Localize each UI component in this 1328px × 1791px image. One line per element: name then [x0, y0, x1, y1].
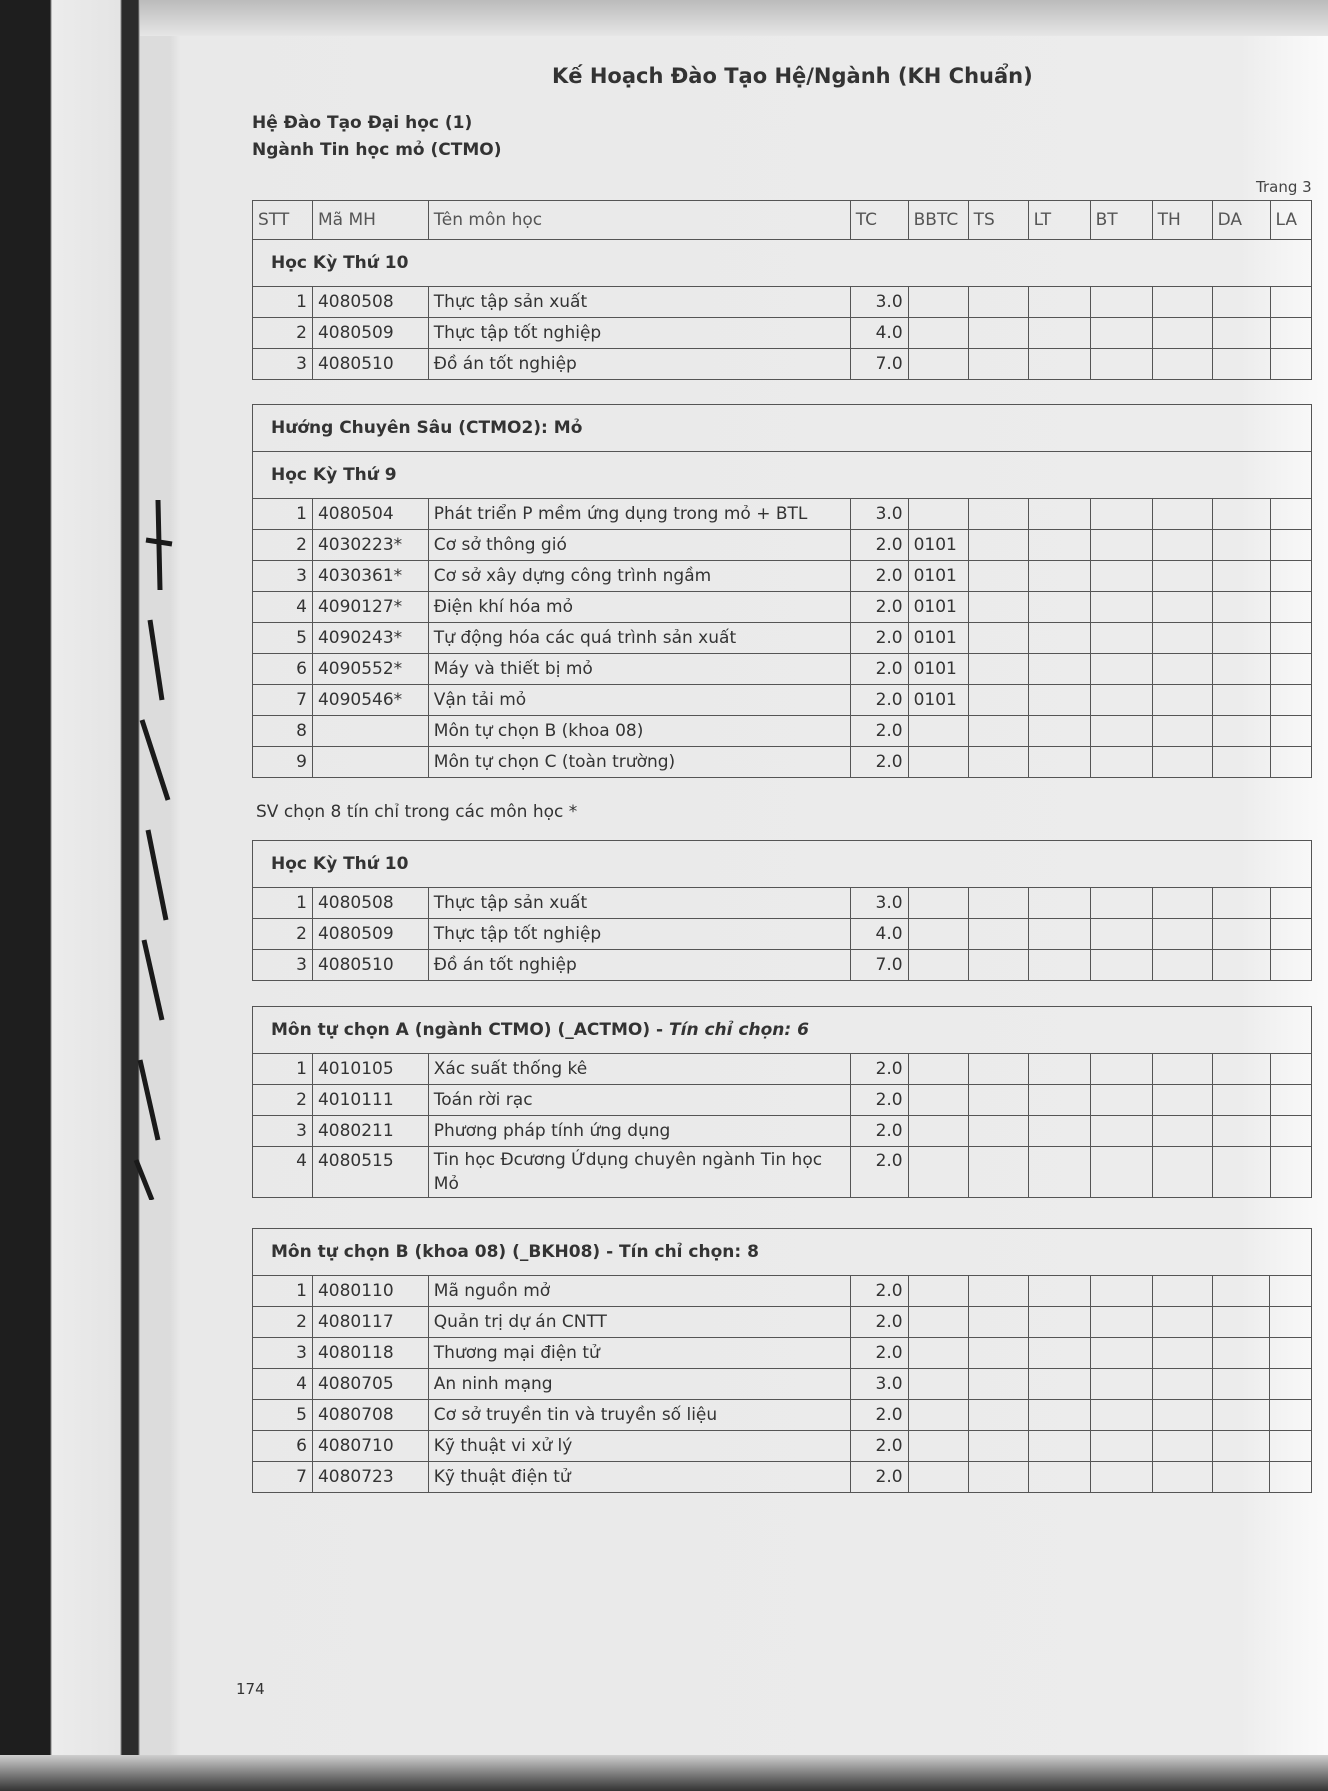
table-row: 3 4080510 Đồ án tốt nghiệp 7.0: [253, 950, 1312, 981]
margin-handwriting: [128, 500, 188, 1200]
table-row: 3 4080211 Phương pháp tính ứng dụng 2.0: [253, 1116, 1312, 1147]
section-title: Học Kỳ Thứ 9: [253, 452, 1312, 499]
header-tc: TC: [850, 201, 908, 240]
section-title: Học Kỳ Thứ 10: [253, 841, 1312, 888]
table-row: 7 4090546* Vận tải mỏ 2.0 0101: [253, 685, 1312, 716]
table-row: 2 4080509 Thực tập tốt nghiệp 4.0: [253, 919, 1312, 950]
table-row: 2 4080117 Quản trị dự án CNTT 2.0: [253, 1307, 1312, 1338]
table-row: 1 4080110 Mã nguồn mở 2.0: [253, 1276, 1312, 1307]
section-title: Học Kỳ Thứ 10: [253, 240, 1312, 287]
table-row: 5 4080708 Cơ sở truyền tin và truyền số liệu 2.0: [253, 1400, 1312, 1431]
document-title: Kế Hoạch Đào Tạo Hệ/Ngành (KH Chuẩn): [552, 64, 1033, 88]
table-row: 2 4010111 Toán rời rạc 2.0: [253, 1085, 1312, 1116]
header-la: LA: [1270, 201, 1311, 240]
table-row: 9 Môn tự chọn C (toàn trường) 2.0: [253, 747, 1312, 778]
table-row: 6 4090552* Máy và thiết bị mỏ 2.0 0101: [253, 654, 1312, 685]
table-row: 2 4030223* Cơ sở thông gió 2.0 0101: [253, 530, 1312, 561]
elective-a-title: Môn tự chọn A (ngành CTMO) (_ACTMO) -: [271, 1020, 670, 1040]
table-row: 1 4080508 Thực tập sản xuất 3.0: [253, 287, 1312, 318]
scan-bottom-shadow: [0, 1755, 1328, 1791]
table-row: 5 4090243* Tự động hóa các quá trình sản xuất 2.0 0101: [253, 623, 1312, 654]
section-title: [253, 1007, 1312, 1054]
table-header-row: [253, 201, 1312, 240]
header-ma-mh: Mã MH: [312, 201, 428, 240]
header-lt: LT: [1028, 201, 1090, 240]
table-row: 7 4080723 Kỹ thuật điện tử 2.0: [253, 1462, 1312, 1493]
table-row: 1 4080504 Phát triển P mềm ứng dụng trong mỏ + BTL 3.0: [253, 499, 1312, 530]
table-row: 8 Môn tự chọn B (khoa 08) 2.0: [253, 716, 1312, 747]
curriculum-table-3: [252, 840, 1312, 981]
table-row: 3 4080510 Đồ án tốt nghiệp 7.0: [253, 349, 1312, 380]
table-row: 4 4080705 An ninh mạng 3.0: [253, 1369, 1312, 1400]
selection-note: SV chọn 8 tín chỉ trong các môn học *: [256, 802, 578, 822]
major-name: Ngành Tin học mỏ (CTMO): [252, 140, 502, 160]
curriculum-table-5: [252, 1228, 1312, 1493]
header-bt: BT: [1090, 201, 1152, 240]
curriculum-table-1: [252, 200, 1312, 380]
table-row: 1 4010105 Xác suất thống kê 2.0: [253, 1054, 1312, 1085]
table-row: 3 4030361* Cơ sở xây dựng công trình ngầm 2.0 0101: [253, 561, 1312, 592]
header-bbtc: BBTC: [908, 201, 968, 240]
elective-a-credits: Tín chỉ chọn: 6: [669, 1020, 809, 1040]
table-row: 4 4090127* Điện khí hóa mỏ 2.0 0101: [253, 592, 1312, 623]
scan-top-shadow: [140, 0, 1328, 36]
table-row: 1 4080508 Thực tập sản xuất 3.0: [253, 888, 1312, 919]
table-row: 2 4080509 Thực tập tốt nghiệp 4.0: [253, 318, 1312, 349]
header-th: TH: [1152, 201, 1212, 240]
page-label: Trang 3: [1256, 178, 1312, 196]
page-number: 174: [236, 1680, 265, 1698]
table-row: 6 4080710 Kỹ thuật vi xử lý 2.0: [253, 1431, 1312, 1462]
training-system: Hệ Đào Tạo Đại học (1): [252, 113, 473, 133]
table-row: 4 4080515 Tin học Đcương Ứdụng chuyên ngành Tin học Mỏ 2.0: [253, 1147, 1312, 1198]
header-stt: STT: [253, 201, 313, 240]
table-row: 3 4080118 Thương mại điện tử 2.0: [253, 1338, 1312, 1369]
section-title: Môn tự chọn B (khoa 08) (_BKH08) - Tín chỉ chọn: 8: [253, 1229, 1312, 1276]
header-da: DA: [1212, 201, 1270, 240]
curriculum-table-2: [252, 404, 1312, 778]
header-ts: TS: [968, 201, 1028, 240]
curriculum-table-4: [252, 1006, 1312, 1198]
specialization-title: Hướng Chuyên Sâu (CTMO2): Mỏ: [253, 405, 1312, 452]
header-ten-mon-hoc: Tên môn học: [428, 201, 850, 240]
